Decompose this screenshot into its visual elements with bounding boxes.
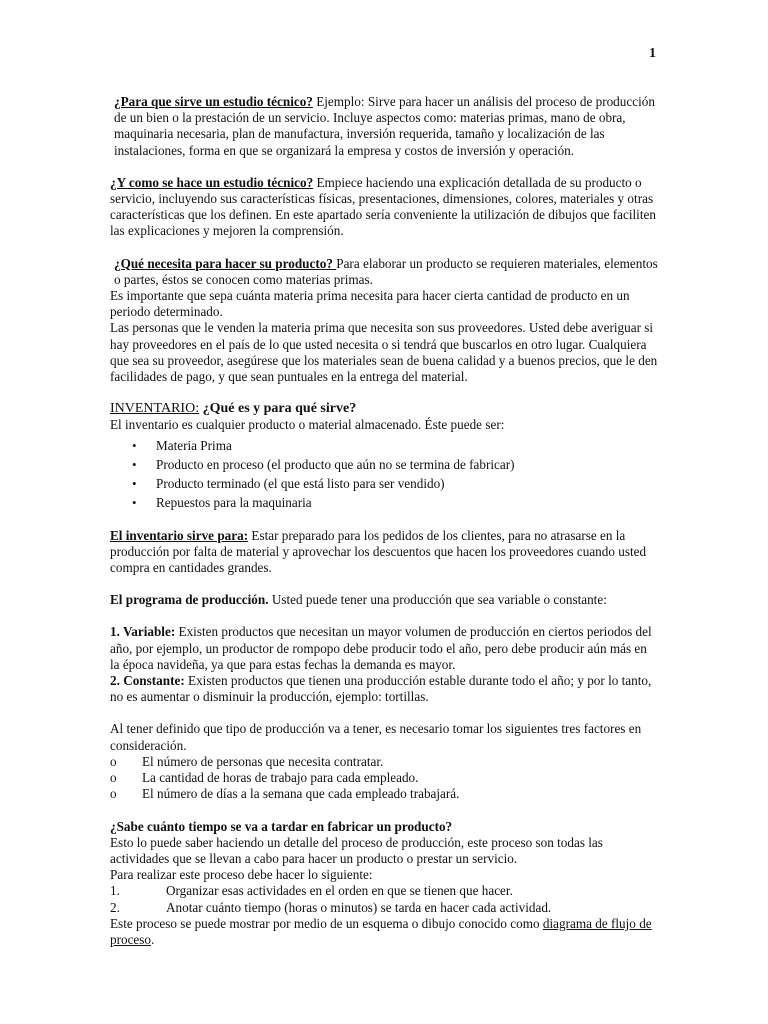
bullet-icon: •	[132, 475, 137, 491]
step-number: 1.	[110, 883, 120, 899]
paragraph-text: Ejemplo: Sirve para hacer un análisis del proceso de producción de un bien o la prestación de un servicio. Incluye aspectos como: materias primas, mano de obra, maquinaria necesaria, plan de manufactura, inversión requerida, tamaño y localización de las instalaciones, forma en que se organizará la empresa y costos de inversión y operación.	[114, 94, 655, 158]
variable-label: 1. Variable:	[110, 624, 176, 640]
paragraph-programa-produccion	[110, 592, 658, 608]
paragraph-text: Para elaborar un producto se requieren materiales, elementos o partes, éstos se conocen como materias primas.	[114, 255, 658, 287]
question-heading: ¿Qué necesita para hacer su producto?	[114, 255, 337, 271]
tiempo-heading	[110, 819, 658, 835]
paragraph-que-necesita	[110, 256, 658, 288]
page-number: 1	[649, 46, 656, 61]
list-item: o El número de personas que necesita contratar.	[110, 753, 384, 769]
list-item: o El número de días a la semana que cada empleado trabajará.	[110, 786, 460, 802]
list-marker: o	[110, 786, 117, 802]
inventario-heading	[110, 401, 658, 417]
paragraph-variable	[110, 624, 658, 673]
paragraph-factores: Al tener definido que tipo de producción va a tener, es necesario tomar los siguientes tres factores en consideración.	[110, 721, 642, 753]
inventario-title: INVENTARIO:	[110, 401, 200, 417]
inventario-question: ¿Qué es y para qué sirve?	[199, 401, 357, 417]
list-item: o La cantidad de horas de trabajo para cada empleado.	[110, 770, 419, 786]
bullet-icon: •	[132, 437, 137, 453]
paragraph-proveedores: Las personas que le venden la materia prima que necesita son sus proveedores. Usted debe averiguar si hay proveedores en el país de lo que usted necesita o si tendrá que buscarlos en otro lugar. Cualquiera que sea su proveedor, asegúrese que los materiales sean de buena calidad y a buenos precios, que le den facilidades de pago, y que sean puntuales en la entrega del material.	[110, 320, 658, 385]
paragraph-detalle-proceso: Esto lo puede saber haciendo un detalle del proceso de producción, este proceso son todas las actividades que se llevan a cabo para hacer un producto o prestar un servicio.	[110, 834, 603, 866]
list-item: • Materia Prima	[132, 437, 232, 453]
bullet-icon: •	[132, 456, 137, 472]
list-item: 2. Anotar cuánto tiempo (horas o minutos) se tarda en hacer cada actividad.	[110, 899, 552, 915]
list-item: • Producto en proceso (el producto que aún no se termina de fabricar)	[132, 456, 515, 472]
paragraph-text: Existen productos que tienen una producción estable durante todo el año; y por lo tanto, no es aumentar o disminuir la producción, ejemplo: tortillas.	[110, 673, 652, 705]
step-number: 2.	[110, 899, 120, 915]
diagrama-link[interactable]: diagrama de flujo de proceso	[110, 915, 652, 947]
paragraph-text: Empiece haciendo una explicación detallada de su producto o servicio, incluyendo sus características físicas, presentaciones, dimensiones, colores, materiales y otras características que los definen. En este apartado sería conveniente la utilización de dibujos que faciliten las explicaciones y mejoren la comprensión.	[110, 174, 656, 239]
list-marker: o	[110, 770, 117, 786]
factores-list	[110, 754, 658, 803]
paragraph-text: Estar preparado para los pedidos de los clientes, para no atrasarse en la producción por falta de material y aprovechar los descuentos que hacen los proveedores cuando usted compra en cantidades grandes.	[110, 527, 647, 576]
question-heading: ¿Sabe cuánto tiempo se va a tardar en fabricar un producto?	[110, 818, 453, 834]
constante-label: 2. Constante:	[110, 673, 185, 689]
paragraph-materia-prima: Es importante que sepa cuánta materia prima necesita para hacer cierta cantidad de producto en un periodo determinado.	[110, 288, 630, 320]
list-item: • Repuestos para la maquinaria	[132, 494, 312, 510]
document-body	[110, 94, 658, 948]
paragraph-diagrama: Este proceso se puede mostrar por medio de un esquema o dibujo conocido como diagrama de flujo de proceso.	[110, 915, 652, 947]
steps-list	[110, 883, 658, 915]
paragraph-estudio-tecnico	[110, 94, 658, 159]
list-marker: o	[110, 753, 117, 769]
inventario-intro: El inventario es cualquier producto o material almacenado. Éste puede ser:	[110, 417, 505, 433]
paragraph-constante	[110, 673, 658, 705]
question-heading: El inventario sirve para:	[110, 527, 249, 543]
paragraph-text: Usted puede tener una producción que sea variable o constante:	[268, 592, 607, 608]
paragraph-inventario-sirve	[110, 528, 658, 577]
section-heading: El programa de producción.	[110, 592, 269, 608]
list-item: • Producto terminado (el que está listo para ser vendido)	[132, 475, 445, 491]
bullet-icon: •	[132, 494, 137, 510]
paragraph-como-se-hace	[110, 175, 658, 240]
paragraph-realizar-proceso: Para realizar este proceso debe hacer lo siguiente:	[110, 867, 373, 883]
inventario-list	[110, 436, 658, 512]
paragraph-text: Existen productos que necesitan un mayor volumen de producción en ciertos periodos del año, por ejemplo, un productor de rompopo debe producir todo el año, pero debe producir aún más en la época navideña, ya que para estas fechas la demanda es mayor.	[110, 624, 652, 672]
question-heading: ¿Para que sirve un estudio técnico?	[114, 94, 313, 109]
list-item: 1. Organizar esas actividades en el orden en que se tienen que hacer.	[110, 883, 513, 899]
question-heading: ¿Y como se hace un estudio técnico?	[110, 174, 314, 190]
